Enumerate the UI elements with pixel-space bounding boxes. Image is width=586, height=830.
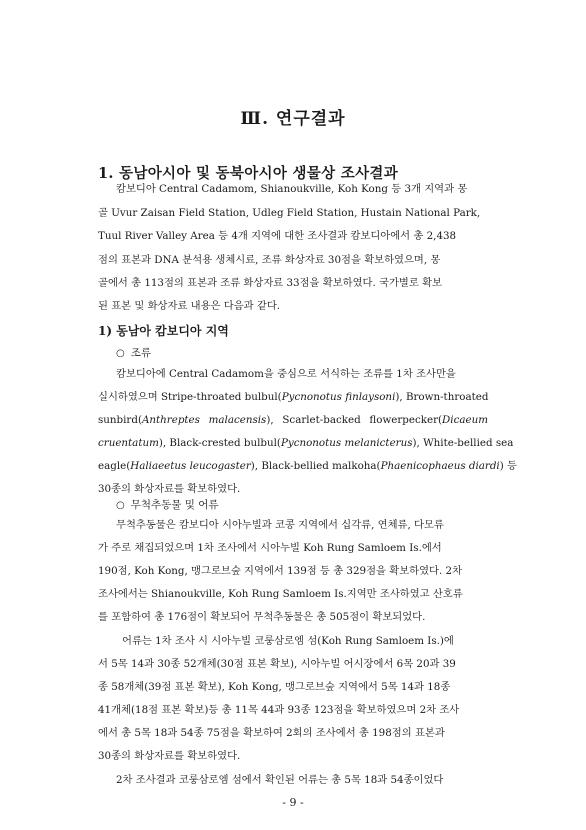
paragraph-line: 어류는 1차 조사 시 시아누빌 코룽삼로엠 섬(Koh Rung Samloem Is.)에	[122, 635, 454, 647]
closing-line: 2차 조사결과 코룽삼로엠 섬에서 확인된 어류는 총 5목 18과 54종이었다	[116, 774, 444, 786]
paragraph-line	[98, 436, 513, 450]
paragraph-line: 골에서 총 113점의 표본과 조류 화상자료 33점을 확보하였다. 국가별로 확보	[98, 277, 442, 289]
text-run: sunbird(Anthreptes	[98, 414, 200, 426]
section-title: 1. 동남아시아 및 동북아시아 생물상 조사결과	[98, 165, 399, 182]
text-run: ), Black-bellied malkoha(	[250, 460, 381, 472]
paragraph-line: 를 포함하여 총 176점이 확보되어 무척추동물은 총 505점이 확보되었다.	[98, 611, 426, 623]
text-run: flowerpecker(Dicaeum	[369, 414, 488, 426]
paragraph-line: 30종의 화상자료를 확보하였다.	[98, 483, 241, 495]
text-run: 실시하였으며 Stripe-throated bulbul(	[98, 391, 282, 403]
paragraph-line	[98, 390, 488, 404]
paragraph-line: 에서 총 5목 18과 54종 75점을 확보하여 2회의 조사에서 총 198점의 표본과	[98, 727, 445, 739]
chapter-title: Ⅲ. 연구결과	[240, 109, 346, 129]
paragraph-line: 41개체(18점 표본 확보)등 총 11목 44과 93종 123점을 확보하였으며 2차 조사	[98, 704, 460, 716]
paragraph-line: 30종의 화상자료를 확보하였다.	[98, 750, 241, 762]
paragraph-line: 캄보디아 Central Cadamom, Shianoukville, Koh Kong 등 3개 지역과 몽	[116, 183, 468, 195]
paragraph-line: 종 58개체(39점 표본 확보), Koh Kong, 맹그로브숲 지역에서 5목 14과 18종	[98, 681, 451, 693]
bullet-circle-icon: ○	[116, 500, 125, 511]
text-run: ), Brown-throated	[395, 391, 489, 403]
bullet-circle-icon: ○	[116, 348, 125, 359]
text-run: ), White-bellied sea	[412, 437, 514, 449]
invertebrate-heading	[116, 497, 219, 512]
birds-heading-label: 조류	[130, 347, 152, 359]
paragraph-line: 190점, Koh Kong, 맹그로브숲 지역에서 139점 등 총 329점을 확보하였다. 2차	[98, 565, 463, 577]
scientific-name: malacensis	[208, 414, 267, 426]
paragraph-line: 무척추동물은 캄보디아 시아누빌과 코콩 지역에서 십각류, 연체류, 다모류	[116, 519, 444, 531]
paragraph-line: 조사에서는 Shianoukville, Koh Rung Samloem Is.지역만 조사하였고 산호류	[98, 588, 463, 600]
paragraph-line	[98, 459, 517, 473]
paragraph-line	[98, 413, 488, 427]
paragraph-line: 서 5목 14과 30종 52개체(30점 표본 확보), 시아누빌 어시장에서 6목 20과 39	[98, 658, 456, 670]
paragraph-line: Tuul River Valley Area 등 4개 지역에 대한 조사결과 캄보디아에서 총 2,438	[98, 230, 457, 242]
birds-heading	[116, 345, 151, 360]
text-run: Scarlet-backed	[282, 414, 361, 426]
text-run: malacensis),	[208, 414, 274, 426]
scientific-name: Phaenicophaeus diardi	[380, 460, 500, 472]
paragraph-line: 된 표본 및 화상자료 내용은 다음과 같다.	[98, 300, 281, 312]
scientific-name: Pycnonotus finlaysoni	[281, 391, 396, 403]
text-run: ) 등	[499, 460, 517, 472]
scientific-name: Pycnonotus melanicterus	[280, 437, 413, 449]
text-run: ), Black-crested bulbul(	[158, 437, 281, 449]
scientific-name: Dicaeum	[442, 414, 488, 426]
scientific-name: Haliaeetus leucogaster	[130, 460, 251, 472]
text-run: eagle(	[98, 460, 131, 472]
page-number: - 9 -	[282, 796, 304, 809]
subsection-title: 1) 동남아 캄보디아 지역	[98, 324, 229, 338]
scientific-name: Anthreptes	[141, 414, 200, 426]
paragraph-line: 가 주로 채집되었으며 1차 조사에서 시아누빌 Koh Rung Samloem Is.에서	[98, 542, 442, 554]
scientific-name: cruentatum	[98, 437, 159, 449]
paragraph-line: 점의 표본과 DNA 분석용 생체시료, 조류 화상자료 30점을 확보하였으며, 몽	[98, 254, 441, 266]
paragraph-line: 골 Uvur Zaisan Field Station, Udleg Field Station, Hustain National Park,	[98, 207, 481, 219]
invertebrate-heading-label: 무척추동물 및 어류	[130, 499, 219, 511]
paragraph-line: 캄보디아에 Central Cadamom을 중심으로 서식하는 조류를 1차 조사만을	[116, 368, 456, 380]
